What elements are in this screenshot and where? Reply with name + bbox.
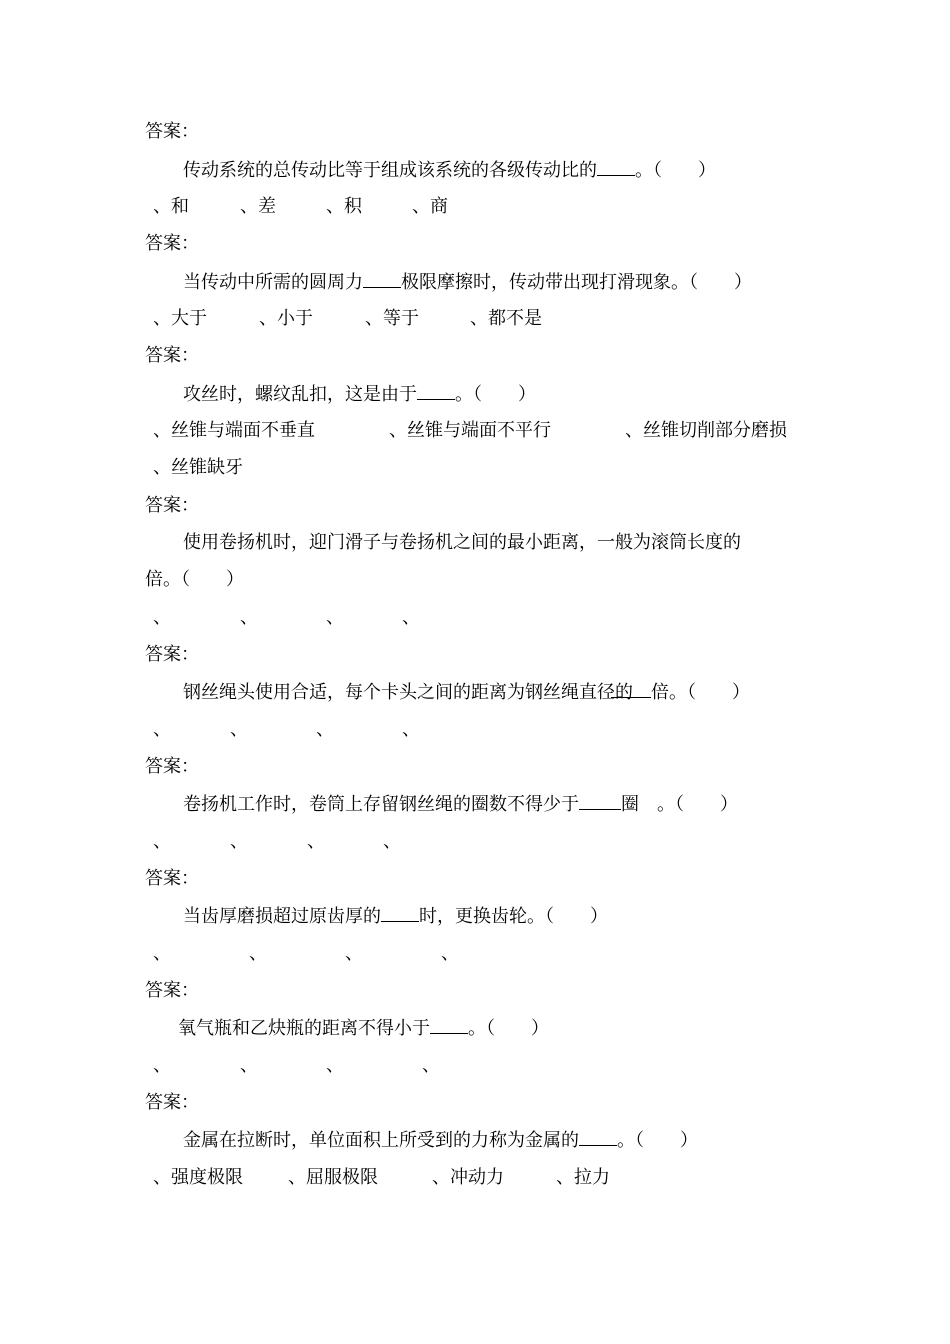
- question-2-text-before: 当传动中所需的圆周力: [183, 272, 363, 293]
- question-5-text-before: 钢丝绳头使用合适，每个卡头之间的距离为钢丝绳直径的: [183, 682, 633, 703]
- answer-label: 答案：: [145, 868, 199, 889]
- answer-blank: [597, 155, 635, 176]
- option-a: 、: [153, 943, 171, 964]
- option-b: 、丝锥与端面不平行: [389, 420, 551, 441]
- option-c: 、: [326, 607, 344, 628]
- option-d: 、都不是: [470, 308, 542, 329]
- question-1-text-before: 传动系统的总传动比等于组成该系统的各级传动比的: [183, 160, 597, 181]
- option-d: 、拉力: [556, 1167, 610, 1188]
- question-7-text-after: 时，更换齿轮。（ ）: [419, 906, 608, 927]
- option-d: 、: [441, 943, 459, 964]
- option-d: 、: [422, 1055, 440, 1076]
- question-6-options: [0, 827, 950, 857]
- answer-blank: [381, 901, 419, 922]
- option-a: 、大于: [153, 308, 207, 329]
- question-8-options: [0, 1051, 950, 1081]
- answer-blank: [611, 677, 651, 698]
- question-5: [183, 677, 950, 707]
- question-4-options: [0, 603, 950, 633]
- answer-label: 答案：: [145, 756, 199, 777]
- question-5-text-after: 倍。（ ）: [651, 682, 750, 703]
- question-6-text-after: 圈 。（ ）: [621, 794, 738, 815]
- option-b: 、: [240, 1055, 258, 1076]
- option-d: 、丝锥缺牙: [153, 457, 243, 478]
- question-9-text-before: 金属在拉断时，单位面积上所受到的力称为金属的: [183, 1130, 579, 1151]
- option-a: 、: [153, 607, 171, 628]
- question-1-text-after: 。（ ）: [635, 160, 716, 181]
- option-a: 、丝锥与端面不垂直: [153, 420, 315, 441]
- option-b: 、: [249, 943, 267, 964]
- option-c: 、: [316, 719, 334, 740]
- question-8: [178, 1013, 950, 1043]
- option-b: 、: [230, 831, 248, 852]
- question-7-text-before: 当齿厚磨损超过原齿厚的: [183, 906, 381, 927]
- option-d: 、: [402, 607, 420, 628]
- option-c: 、: [326, 1055, 344, 1076]
- answer-label: 答案：: [145, 495, 199, 516]
- answer-blank: [363, 267, 401, 288]
- answer-label: 答案：: [145, 121, 199, 142]
- option-c: 、丝锥切削部分磨损: [625, 420, 787, 441]
- question-2: [183, 267, 950, 297]
- question-3-options-row-2: [0, 453, 950, 483]
- question-8-text-after: 。（ ）: [468, 1018, 549, 1039]
- question-7-options: [0, 939, 950, 969]
- answer-blank: [417, 379, 455, 400]
- option-a: 、: [153, 1055, 171, 1076]
- question-1-options: [0, 192, 950, 222]
- option-a: 、强度极限: [153, 1167, 243, 1188]
- question-4: 使用卷扬机时，迎门滑子与卷扬机之间的最小距离，一般为滚筒长度的: [183, 532, 741, 553]
- question-3-options: [0, 416, 950, 446]
- answer-blank: [579, 789, 621, 810]
- question-2-text-after: 极限摩擦时，传动带出现打滑现象。（ ）: [401, 272, 752, 293]
- answer-label: 答案：: [145, 345, 199, 366]
- question-7: [183, 901, 950, 931]
- option-d: 、: [383, 831, 401, 852]
- option-d: 、: [402, 719, 420, 740]
- option-c: 、等于: [365, 308, 419, 329]
- option-c: 、: [307, 831, 325, 852]
- answer-label: 答案：: [145, 1092, 199, 1113]
- question-6: [183, 789, 950, 819]
- option-a: 、: [153, 831, 171, 852]
- option-b: 、: [240, 607, 258, 628]
- answer-label: 答案：: [145, 980, 199, 1001]
- question-2-options: [0, 304, 950, 334]
- option-c: 、积: [326, 196, 362, 217]
- option-d: 、商: [412, 196, 448, 217]
- option-c: 、: [345, 943, 363, 964]
- answer-label: 答案：: [145, 644, 199, 665]
- option-a: 、: [153, 719, 171, 740]
- option-b: 、: [230, 719, 248, 740]
- answer-blank: [579, 1125, 617, 1146]
- option-c: 、冲动力: [432, 1167, 504, 1188]
- question-5-options: [0, 715, 950, 745]
- option-b: 、差: [240, 196, 276, 217]
- answer-blank: [430, 1013, 468, 1034]
- question-3: [183, 379, 950, 409]
- question-9-options: [0, 1163, 950, 1193]
- question-6-text-before: 卷扬机工作时，卷筒上存留钢丝绳的圈数不得少于: [183, 794, 579, 815]
- question-9-text-after: 。（ ）: [617, 1130, 698, 1151]
- question-4-continued: 倍。（ ）: [145, 569, 244, 590]
- question-8-text-before: 氧气瓶和乙炔瓶的距离不得小于: [178, 1018, 430, 1039]
- question-3-text-before: 攻丝时，螺纹乱扣，这是由于: [183, 384, 417, 405]
- question-3-text-after: 。（ ）: [455, 384, 536, 405]
- question-1: [183, 155, 950, 185]
- option-a: 、和: [153, 196, 189, 217]
- option-b: 、屈服极限: [288, 1167, 378, 1188]
- option-b: 、小于: [259, 308, 313, 329]
- answer-label: 答案：: [145, 233, 199, 254]
- question-9: [183, 1125, 950, 1155]
